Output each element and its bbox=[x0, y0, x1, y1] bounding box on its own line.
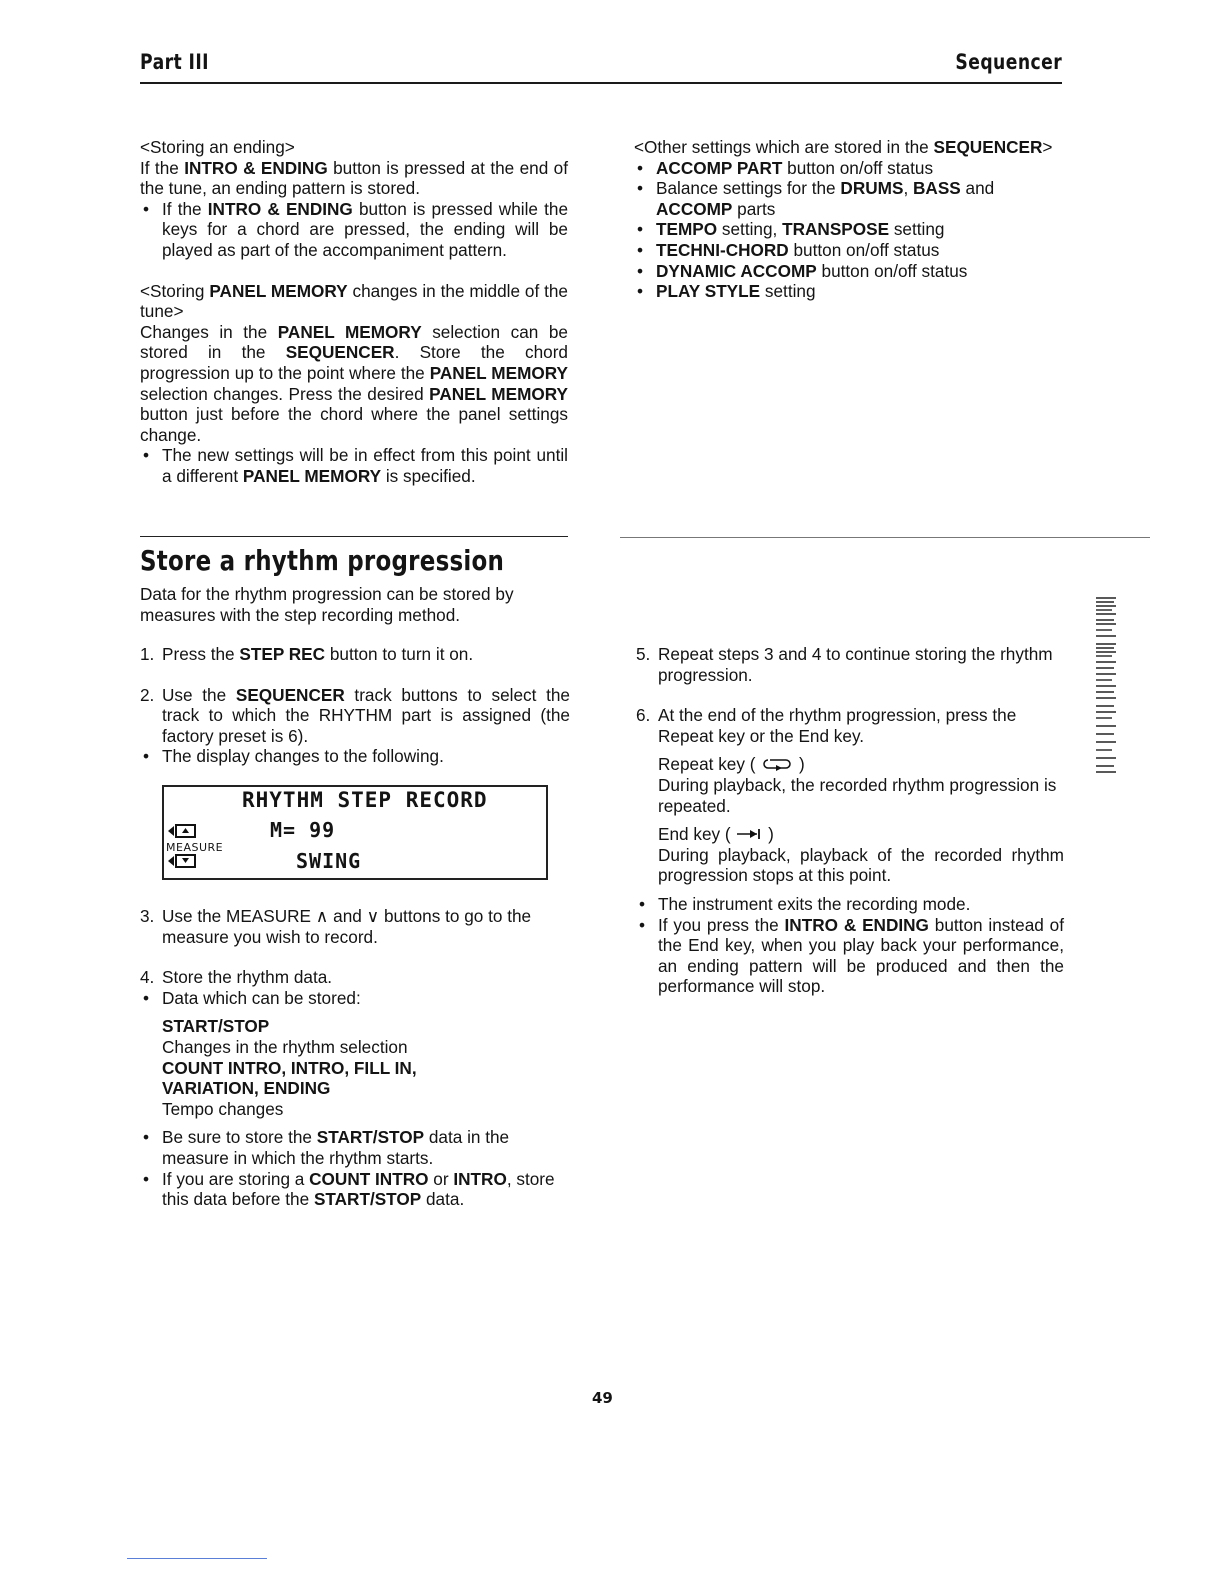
lcd-measure-value: M= 99 bbox=[270, 818, 336, 842]
step-2: 2. Use the SEQUENCER track buttons to select the track to which the RHYTHM part is assigned (the factory preset is 6). bbox=[140, 684, 570, 746]
step-5: 5. Repeat steps 3 and 4 to continue storing the rhythm progression. bbox=[636, 644, 1053, 685]
storing-ending-title: <Storing an ending> bbox=[140, 137, 295, 157]
repeat-key-desc: During playback, the recorded rhythm progression is repeated. bbox=[658, 774, 1057, 816]
step-4: 4. Store the rhythm data. bbox=[140, 967, 333, 988]
start-stop-note: • Be sure to store the START/STOP data in the measure in which the rhythm starts. bbox=[140, 1127, 570, 1168]
right-top-column bbox=[634, 137, 1064, 302]
end-key-desc: During playback, playback of the recorded rhythm progression stops at this point. bbox=[658, 844, 1064, 886]
page-number: 49 bbox=[592, 1389, 613, 1407]
data-item: VARIATION, ENDING bbox=[162, 1078, 331, 1099]
margin-scan-marks bbox=[1094, 594, 1124, 776]
steps-right bbox=[636, 644, 1064, 997]
panel-memory-title: <Storing PANEL MEMORY changes in the middle of the tune> bbox=[140, 280, 568, 322]
end-key-line: End key ( ) bbox=[658, 824, 774, 845]
left-top-column bbox=[140, 137, 568, 487]
repeat-key-icon bbox=[760, 757, 794, 771]
header-part: Part III bbox=[140, 50, 210, 74]
step-2-bullet: • The display changes to the following. bbox=[140, 746, 570, 767]
list-item: • DYNAMIC ACCOMP button on/off status bbox=[634, 261, 1064, 282]
lcd-rhythm-name: SWING bbox=[296, 849, 362, 873]
storing-ending-bullet: • If the INTRO & ENDING button is pressed while the keys for a chord are pressed, the ending will be played as part of the accompaniment pattern. bbox=[140, 199, 568, 261]
header-section: Sequencer bbox=[955, 50, 1062, 74]
footer-link-line bbox=[127, 1558, 267, 1559]
panel-memory-text: Changes in the PANEL MEMORY selection can be stored in the SEQUENCER. Store the chord progression up to the point where the PANEL MEMORY selection changes. Press the desired PANEL MEMORY button just before the chord where the panel settings change. bbox=[140, 321, 568, 445]
section-title: Store a rhythm progression bbox=[140, 544, 505, 577]
steps-left-upper bbox=[140, 644, 570, 767]
list-item: • PLAY STYLE setting bbox=[634, 281, 1064, 302]
data-item: Changes in the rhythm selection bbox=[162, 1036, 408, 1057]
section-divider bbox=[140, 536, 568, 537]
data-item: Tempo changes bbox=[162, 1098, 284, 1119]
storing-ending-text: If the INTRO & ENDING button is pressed at the end of the tune, an ending pattern is stored. bbox=[140, 157, 568, 199]
repeat-key-line: Repeat key ( ) bbox=[658, 754, 805, 775]
step-6: 6. At the end of the rhythm progression, press the Repeat key or the End key. bbox=[636, 705, 1017, 746]
intro-ending-note: • If you press the INTRO & ENDING button instead of the End key, when you play back your performance, an ending pattern will be produced and then the performance will stop. bbox=[636, 915, 1064, 997]
list-item: • Balance settings for the DRUMS, BASS and ACCOMP parts bbox=[634, 178, 1064, 219]
section-intro: Data for the rhythm progression can be stored by measures with the step recording method. bbox=[140, 584, 514, 625]
section-divider-right bbox=[620, 537, 1150, 538]
list-item: • ACCOMP PART button on/off status bbox=[634, 158, 1064, 179]
steps-left-lower bbox=[140, 906, 570, 1210]
data-item: COUNT INTRO, INTRO, FILL IN, bbox=[162, 1057, 417, 1078]
lcd-measure-label: MEASURE bbox=[166, 841, 224, 854]
key-descriptions bbox=[636, 754, 1064, 886]
step-3: 3. Use the MEASURE ∧ and ∨ buttons to go to the measure you wish to record. bbox=[140, 906, 532, 947]
list-item: • TEMPO setting, TRANSPOSE setting bbox=[634, 219, 1064, 240]
lcd-display bbox=[162, 785, 548, 880]
data-item: START/STOP bbox=[162, 1016, 270, 1037]
other-settings-title: <Other settings which are stored in the SEQUENCER> bbox=[634, 137, 1053, 157]
header-rule bbox=[140, 82, 1062, 84]
end-key-icon bbox=[735, 827, 763, 841]
count-intro-note: • If you are storing a COUNT INTRO or INTRO, store this data before the START/STOP data. bbox=[140, 1169, 570, 1210]
step-4-bullet: • Data which can be stored: bbox=[140, 988, 570, 1009]
step-1: 1. Press the STEP REC button to turn it on. bbox=[140, 644, 474, 664]
list-item: • TECHNI-CHORD button on/off status bbox=[634, 240, 1064, 261]
data-list bbox=[140, 1016, 570, 1119]
panel-memory-bullet: • The new settings will be in effect from this point until a different PANEL MEMORY is specified. bbox=[140, 445, 568, 486]
exit-note: • The instrument exits the recording mode. bbox=[636, 894, 1064, 915]
lcd-title: RHYTHM STEP RECORD bbox=[242, 788, 488, 812]
